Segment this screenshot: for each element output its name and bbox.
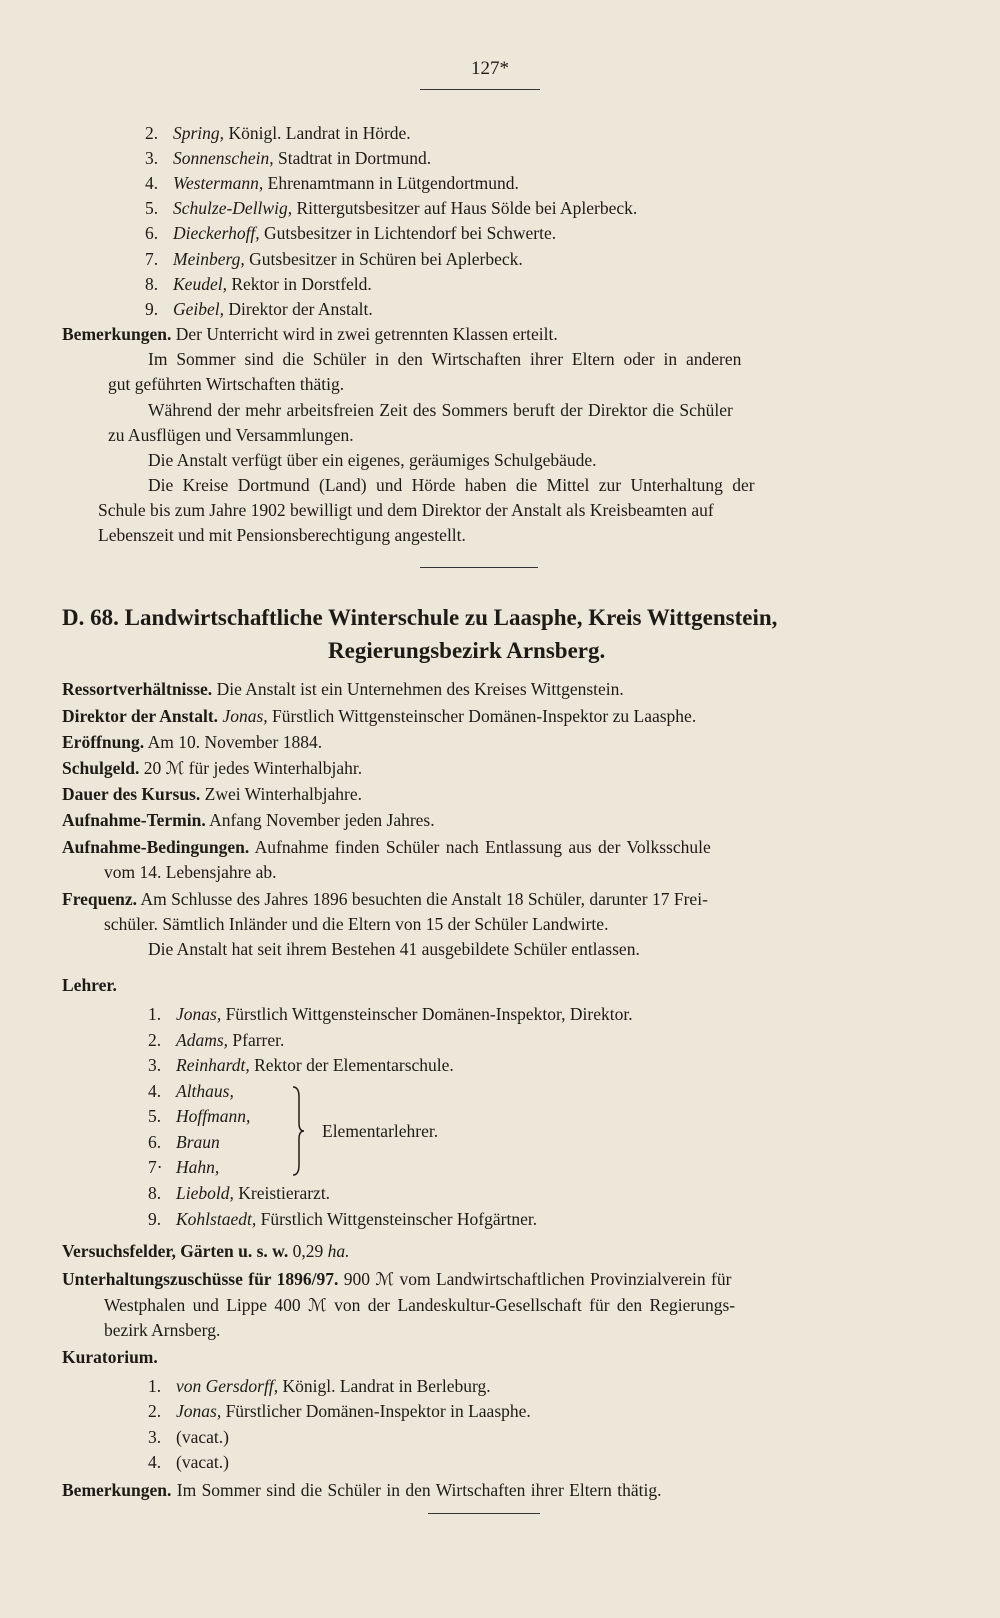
ressort-line: Ressortverhältnisse. Die Anstalt ist ein Unternehmen des Kreises Wittgenstein. [62, 679, 624, 699]
frequenz-line-2: schüler. Sämtlich Inländer und die Eltern von 15 der Schüler Landwirte. [104, 914, 609, 934]
list-item: 3. Reinhardt, Rektor der Elementarschule. [148, 1055, 454, 1075]
list-item: 9. Kohlstaedt, Fürstlich Wittgensteinscher Hofgärtner. [148, 1209, 538, 1229]
list-item: 5. Hoffmann, [148, 1106, 251, 1126]
list-item: 2. Adams, Pfarrer. [148, 1030, 285, 1050]
remarks-line: Lebenszeit und mit Pensionsberechtigung angestellt. [98, 525, 466, 545]
remarks-line: zu Ausflügen und Versammlungen. [108, 425, 354, 445]
list-item: 7· Hahn, [148, 1157, 220, 1177]
remarks-line: Die Kreise Dortmund (Land) und Hörde haben die Mittel zur Unterhaltung der [148, 475, 755, 495]
lehrer-label: Lehrer. [62, 975, 117, 995]
eroeffnung-line: Eröffnung. Am 10. November 1884. [62, 732, 323, 752]
list-item: 1. Jonas, Fürstlich Wittgensteinscher Domänen-Inspektor, Direktor. [148, 1004, 633, 1024]
list-item: 1. von Gersdorff, Königl. Landrat in Berleburg. [148, 1376, 491, 1396]
list-item: 3. Sonnenschein, Stadtrat in Dortmund. [145, 148, 432, 168]
frequenz-line: Frequenz. Am Schlusse des Jahres 1896 besuchten die Anstalt 18 Schüler, darunter 17 Frei- [62, 889, 708, 909]
termin-line: Aufnahme-Termin. Anfang November jeden Jahres. [62, 810, 435, 830]
zuschuss-line-3: bezirk Arnsberg. [104, 1320, 221, 1340]
bedingungen-line-2: vom 14. Lebensjahre ab. [104, 862, 277, 882]
list-item: 5. Schulze-Dellwig, Rittergutsbesitzer auf Haus Sölde bei Aplerbeck. [145, 198, 638, 218]
remarks-line: Während der mehr arbeitsfreien Zeit des Sommers beruft der Direktor die Schüler [148, 400, 733, 420]
remarks-line: Die Anstalt verfügt über ein eigenes, geräumiges Schulgebäude. [148, 450, 597, 470]
list-item: 6. Dieckerhoff, Gutsbesitzer in Lichtendorf bei Schwerte. [145, 223, 557, 243]
schulgeld-line: Schulgeld. 20 ℳ für jedes Winterhalbjahr. [62, 758, 363, 778]
kuratorium-label: Kuratorium. [62, 1347, 158, 1367]
section-subtitle: Regierungsbezirk Arnsberg. [328, 638, 606, 663]
remarks-line: Schule bis zum Jahre 1902 bewilligt und dem Direktor der Anstalt als Kreisbeamten auf [98, 500, 714, 520]
list-item: 2. Spring, Königl. Landrat in Hörde. [145, 123, 411, 143]
direktor-line: Direktor der Anstalt. Jonas, Fürstlich Wittgensteinscher Domänen-Inspektor zu Laasphe. [62, 706, 697, 726]
elementarlehrer-label: Elementarlehrer. [322, 1121, 439, 1141]
list-item: 4. Althaus, [148, 1081, 234, 1101]
page-number: 127* [471, 58, 509, 79]
remarks-label: Bemerkungen. [62, 1480, 172, 1500]
dauer-line: Dauer des Kursus. Zwei Winterhalbjahre. [62, 784, 363, 804]
list-item: 2. Jonas, Fürstlicher Domänen-Inspektor in Laasphe. [148, 1401, 531, 1421]
end-divider [428, 1513, 540, 1514]
frequenz-line-3: Die Anstalt hat seit ihrem Bestehen 41 ausgebildete Schüler entlassen. [148, 939, 640, 959]
versuchsfelder-line: Versuchsfelder, Gärten u. s. w. 0,29 ha. [62, 1241, 350, 1261]
remarks-line: Bemerkungen. Im Sommer sind die Schüler in den Wirtschaften ihrer Eltern thätig. [62, 1480, 662, 1500]
section-title: D. 68. Landwirtschaftliche Winterschule zu Laasphe, Kreis Wittgenstein, [62, 605, 778, 630]
list-item: 3. (vacat.) [148, 1427, 229, 1447]
zuschuss-line: Unterhaltungszuschüsse für 1896/97. 900 ℳ vom Landwirtschaftlichen Provinzialverein für [62, 1269, 732, 1289]
bedingungen-line: Aufnahme-Bedingungen. Aufnahme finden Schüler nach Entlassung aus der Volksschule [62, 837, 711, 857]
list-item: 8. Liebold, Kreistierarzt. [148, 1183, 331, 1203]
list-item: 4. Westermann, Ehrenamtmann in Lütgendortmund. [145, 173, 519, 193]
remarks-line: Im Sommer sind die Schüler in den Wirtschaften ihrer Eltern oder in anderen [148, 349, 742, 369]
list-item: 9. Geibel, Direktor der Anstalt. [145, 299, 373, 319]
list-item: 4. (vacat.) [148, 1452, 229, 1472]
list-item: 7. Meinberg, Gutsbesitzer in Schüren bei Aplerbeck. [145, 249, 523, 269]
list-item: 6. Braun [148, 1132, 220, 1152]
zuschuss-line-2: Westphalen und Lippe 400 ℳ von der Landeskultur-Gesellschaft für den Regierungs- [104, 1295, 736, 1315]
curly-brace-icon [290, 1085, 304, 1177]
page-number-rule [420, 89, 540, 90]
remarks-line: Bemerkungen. Der Unterricht wird in zwei getrennten Klassen erteilt. [62, 324, 558, 344]
section-divider [420, 567, 538, 568]
list-item: 8. Keudel, Rektor in Dorstfeld. [145, 274, 372, 294]
remarks-label: Bemerkungen. [62, 324, 172, 344]
remarks-line: gut geführten Wirtschaften thätig. [108, 374, 345, 394]
